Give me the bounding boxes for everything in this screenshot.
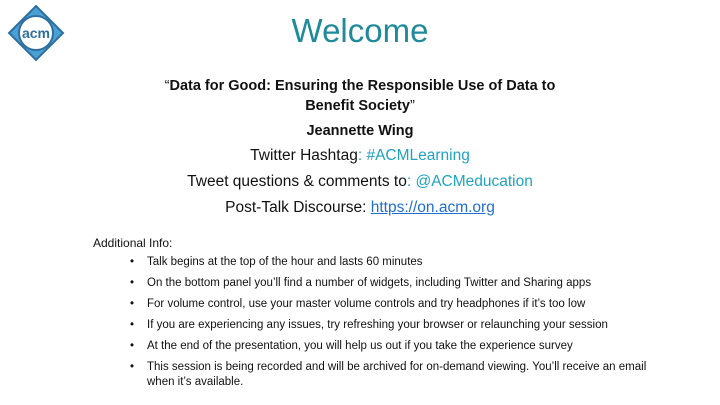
bullet-text: at the top of the hour and lasts 60 minutes — [204, 256, 423, 268]
bullet-bold: Talk begins — [147, 256, 205, 268]
bullet-text: This session is being recorded and will be archived for on-demand viewing. You’ll receive an email when it’s available. — [147, 361, 647, 388]
list-item — [128, 255, 668, 270]
bullet: • — [130, 361, 135, 373]
bullet: • — [130, 277, 135, 289]
twitter-hashtag-line — [0, 143, 720, 169]
close-quote: ” — [409, 98, 415, 114]
bullet-text: On the bottom panel you’ll find a number of widgets, including Twitter and Sharing apps — [147, 277, 592, 289]
bullet-text: For volume control, use your master volume controls and try headphones if it’s too low — [147, 298, 586, 310]
discourse-link[interactable]: https://on.acm.org — [370, 199, 495, 216]
list-item — [128, 360, 668, 390]
tweet-sep: : — [406, 173, 416, 190]
discourse-label: Post-Talk Discourse: — [225, 199, 371, 216]
open-quote: “ — [164, 78, 170, 94]
tweet-handle: @ACMeducation — [415, 173, 533, 190]
list-item — [128, 318, 668, 333]
page-title: Welcome — [291, 12, 429, 49]
list-item — [128, 276, 668, 291]
acm-logo-text: acm — [21, 25, 51, 41]
tweet-questions-line — [0, 169, 720, 195]
bullet-text: If you are experiencing any issues, try refreshing your browser or relaunching your session — [147, 319, 608, 331]
bullet: • — [130, 319, 135, 331]
hashtag-label: Twitter Hashtag — [250, 147, 358, 164]
list-item — [128, 339, 668, 354]
talk-title-line1: Data for Good: Ensuring the Responsible Use of Data to — [169, 78, 556, 94]
bullet: • — [130, 340, 135, 352]
talk-title — [0, 76, 720, 116]
tweet-label: Tweet questions & comments to — [187, 173, 407, 190]
bullet: • — [130, 298, 135, 310]
additional-info-list — [128, 255, 668, 390]
bullet: • — [130, 256, 135, 268]
additional-info-heading: Additional Info: — [93, 236, 173, 250]
hashtag-sep: : — [357, 147, 367, 164]
hashtag-value: #ACMLearning — [366, 147, 470, 164]
speaker-name: Jeannette Wing — [306, 123, 414, 139]
list-item — [128, 297, 668, 312]
talk-info-block — [0, 76, 720, 221]
bullet-text: At the end of the presentation, you will help us out if you take the experience survey — [147, 340, 573, 352]
talk-title-line2: Benefit Society — [305, 98, 410, 114]
discourse-line — [0, 195, 720, 221]
